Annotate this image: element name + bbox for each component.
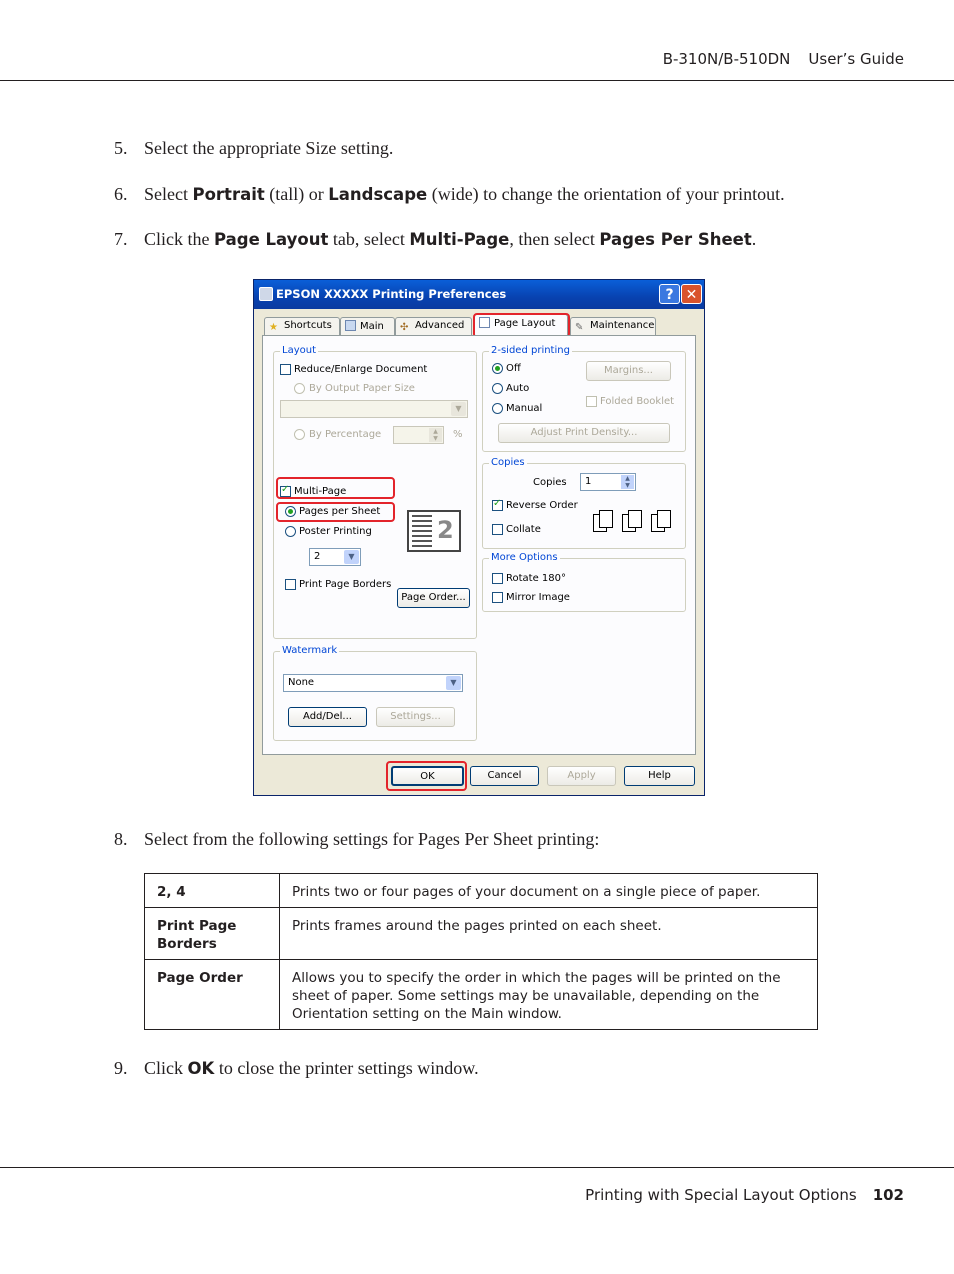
- group-label: More Options: [491, 552, 558, 563]
- header-guide: User’s Guide: [808, 50, 904, 68]
- preview-page-lines: [412, 515, 432, 547]
- checkbox-label: Reduce/Enlarge Document: [294, 364, 428, 375]
- page-footer: [585, 1186, 904, 1204]
- checkbox-label: Mirror Image: [506, 592, 570, 603]
- field-value: 1: [585, 476, 592, 487]
- reduce-enlarge-checkbox[interactable]: [280, 364, 291, 375]
- bold-term: Portrait: [192, 185, 265, 204]
- text-run: Click: [144, 1058, 188, 1078]
- setting-name: 2, 4: [145, 874, 280, 908]
- radio-label: Off: [506, 363, 521, 374]
- two-sided-off-radio[interactable]: [492, 363, 503, 374]
- text-run: , then select: [509, 229, 600, 249]
- copies-order-icon: [593, 510, 679, 532]
- title-bar: [254, 280, 704, 309]
- text-run: (wide) to change the orientation of your printout.: [427, 184, 785, 204]
- radio-label: Manual: [506, 403, 543, 414]
- more-options-group: [482, 552, 686, 612]
- text-run: to close the printer settings window.: [214, 1058, 479, 1078]
- checkbox-label: Print Page Borders: [299, 579, 392, 590]
- step-text: [144, 228, 756, 251]
- header-rule: [0, 80, 954, 81]
- group-label: 2-sided printing: [491, 345, 570, 356]
- cancel-button[interactable]: Cancel: [470, 766, 539, 786]
- tab-label: Shortcuts: [284, 320, 332, 331]
- by-output-paper-size-radio[interactable]: [294, 383, 305, 394]
- step-text: [144, 183, 785, 206]
- bold-term: OK: [187, 1059, 215, 1078]
- step-number: 6.: [114, 184, 128, 204]
- group-label: Layout: [282, 345, 316, 356]
- text-run: .: [751, 229, 757, 249]
- watermark-group: [273, 645, 477, 741]
- print-page-borders-checkbox[interactable]: [285, 579, 296, 590]
- text-run: Select: [144, 184, 193, 204]
- star-icon: ★: [269, 322, 278, 333]
- tab-label: Maintenance: [590, 320, 655, 331]
- chevron-down-icon: ▼: [446, 676, 461, 690]
- setting-description: Prints frames around the pages printed on each sheet.: [280, 908, 818, 960]
- select-value: 2: [314, 551, 321, 562]
- group-label: Copies: [491, 457, 525, 468]
- ok-button[interactable]: OK: [391, 766, 464, 786]
- checkbox-label: Multi-Page: [294, 486, 347, 497]
- step-text: Select from the following settings for Pages Per Sheet printing:: [144, 829, 600, 849]
- spinner-icon: ▲ ▼: [621, 475, 634, 489]
- collate-checkbox[interactable]: [492, 524, 503, 535]
- tab-page-layout[interactable]: [474, 314, 568, 336]
- mirror-image-checkbox[interactable]: [492, 592, 503, 603]
- help-button[interactable]: Help: [624, 766, 695, 786]
- page-layout-panel: [262, 335, 696, 755]
- layout-group: [273, 345, 477, 639]
- page-layout-icon: [479, 317, 490, 328]
- header-model: B-310N/B-510DN: [662, 50, 791, 68]
- text-run: Click the: [144, 229, 214, 249]
- tab-label: Advanced: [415, 320, 465, 331]
- two-sided-auto-radio[interactable]: [492, 383, 503, 394]
- folded-booklet-checkbox[interactable]: [586, 396, 597, 407]
- watermark-select[interactable]: [283, 674, 463, 692]
- pages-per-sheet-select[interactable]: [309, 548, 361, 566]
- poster-printing-radio[interactable]: [285, 526, 296, 537]
- chevron-down-icon: ▼: [344, 550, 359, 564]
- page-header: [663, 50, 904, 68]
- step-number: 5.: [114, 138, 128, 158]
- checkbox-label: Collate: [506, 524, 541, 535]
- radio-label: By Output Paper Size: [309, 383, 415, 394]
- margins-button[interactable]: Margins...: [586, 361, 671, 381]
- tab-advanced[interactable]: [395, 317, 472, 335]
- pages-per-sheet-preview: [407, 510, 461, 552]
- pages-per-sheet-settings-table: [144, 873, 818, 1030]
- setting-description: Allows you to specify the order in which the pages will be printed on the sheet of paper. Some settings may be unavailable, depending on the Orientation setting on the Main window.: [280, 960, 818, 1030]
- checkbox-label: Rotate 180°: [506, 573, 567, 584]
- two-sided-manual-radio[interactable]: [492, 403, 503, 414]
- table-row: [145, 908, 818, 960]
- apply-button[interactable]: Apply: [547, 766, 616, 786]
- page-order-button[interactable]: Page Order...: [397, 588, 470, 608]
- adjust-print-density-button[interactable]: Adjust Print Density...: [498, 423, 670, 443]
- page-number: 102: [872, 1186, 904, 1204]
- radio-label: Poster Printing: [299, 526, 372, 537]
- bold-term: Pages Per Sheet: [599, 230, 752, 249]
- footer-section: Printing with Special Layout Options: [585, 1186, 857, 1204]
- table-row: [145, 874, 818, 908]
- checkbox-label: Reverse Order: [506, 500, 578, 511]
- copies-field[interactable]: [580, 473, 636, 491]
- step-number: 7.: [114, 229, 128, 249]
- printing-preferences-dialog: [253, 279, 705, 796]
- radio-label: Auto: [506, 383, 530, 394]
- tab-label: Main: [360, 321, 384, 332]
- select-value: None: [288, 677, 315, 688]
- advanced-icon: ✣: [400, 322, 409, 333]
- radio-label: By Percentage: [309, 429, 382, 440]
- help-title-button[interactable]: ?: [659, 284, 680, 304]
- page-icon: [345, 320, 356, 331]
- radio-label: Pages per Sheet: [299, 506, 381, 517]
- step-text: Select the appropriate Size setting.: [144, 138, 394, 158]
- copies-group: [482, 457, 686, 549]
- table-row: [145, 960, 818, 1030]
- tab-maintenance[interactable]: [570, 317, 656, 335]
- wrench-icon: ✎: [575, 322, 584, 333]
- watermark-settings-button[interactable]: Settings...: [376, 707, 455, 727]
- bold-term: Page Layout: [214, 230, 329, 249]
- multi-page-checkbox[interactable]: [280, 486, 291, 497]
- preview-page-number: 2: [437, 516, 454, 544]
- add-del-button[interactable]: Add/Del...: [288, 707, 367, 727]
- text-run: tab, select: [328, 229, 410, 249]
- bold-term: Multi-Page: [409, 230, 510, 249]
- step-text: [144, 1057, 479, 1080]
- tab-main[interactable]: [340, 317, 395, 335]
- rotate-180-checkbox[interactable]: [492, 573, 503, 584]
- tab-label: Page Layout: [494, 318, 556, 329]
- group-label: Watermark: [282, 645, 338, 656]
- pages-per-sheet-radio[interactable]: [285, 506, 296, 517]
- reverse-order-checkbox[interactable]: [492, 500, 503, 511]
- two-sided-group: [482, 345, 686, 452]
- percentage-field[interactable]: [393, 426, 444, 444]
- chevron-down-icon: ▼: [451, 402, 466, 416]
- output-paper-size-select[interactable]: [280, 400, 468, 418]
- copies-label: Copies: [533, 477, 567, 488]
- percent-sign: %: [453, 429, 463, 440]
- setting-name: Page Order: [145, 960, 280, 1030]
- by-percentage-radio[interactable]: [294, 429, 305, 440]
- tab-shortcuts[interactable]: [264, 317, 340, 335]
- checkbox-label: Folded Booklet: [600, 396, 675, 407]
- footer-rule: [0, 1167, 954, 1168]
- close-title-button[interactable]: ✕: [681, 284, 702, 304]
- bold-term: Landscape: [328, 185, 428, 204]
- spinner-icon: ▲ ▼: [429, 428, 442, 442]
- text-run: (tall) or: [264, 184, 329, 204]
- printer-icon: [259, 287, 273, 301]
- dialog-title: EPSON XXXXX Printing Preferences: [276, 287, 507, 301]
- step-number: 8.: [114, 829, 128, 849]
- setting-name: Print Page Borders: [145, 908, 280, 960]
- step-number: 9.: [114, 1058, 128, 1078]
- setting-description: Prints two or four pages of your document on a single piece of paper.: [280, 874, 818, 908]
